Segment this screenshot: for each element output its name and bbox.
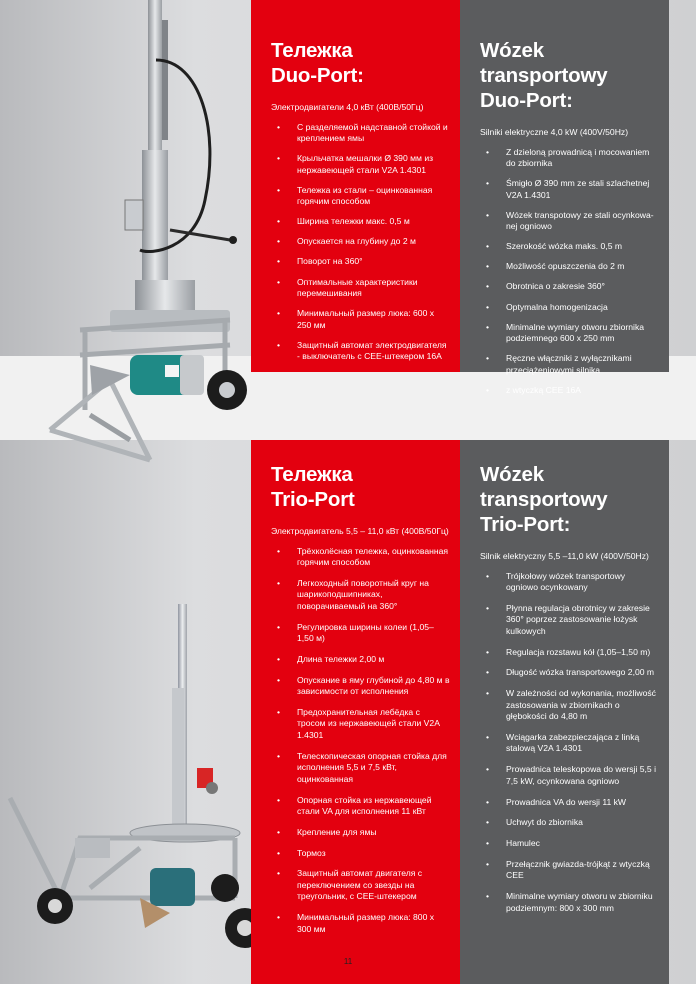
list-item: • W zależności od wykonania, możliwość zastosowania w zbiornikach o głębokości do 4,80 m: [480, 688, 659, 723]
list-item: • Трёхколёсная тележка, оцинкованная горячим способом: [271, 546, 450, 569]
list-item: • Защитный автомат двигателя с переключением со звезды на треугольник, с CEE-штекером: [271, 868, 450, 903]
list-item: • Długość wózka transportowego 2,00 m: [480, 667, 659, 679]
list-item: • Длина тележки 2,00 м: [271, 654, 450, 666]
duo-port-cart-image: [30, 0, 252, 470]
duo-port-pl-feature-list: [480, 147, 659, 397]
trio-port-cart-image: [0, 598, 252, 950]
trio-port-pl-title: Wózek transportowy Trio-Port:: [480, 463, 608, 536]
list-item: • С разделяемой надставной стойкой и креплением ямы: [271, 122, 450, 145]
list-item: • Ширина тележки макс. 0,5 м: [271, 216, 450, 228]
trio-port-pl-column: [460, 440, 669, 984]
list-item: • Крепление для ямы: [271, 827, 450, 839]
list-item: • Śmigło Ø 390 mm ze stali szlachetnej V2A 1.4301: [480, 178, 659, 201]
trio-port-ru-title: Тележка Trio-Port: [271, 463, 355, 511]
list-item: • Optymalna homogenizacja: [480, 302, 659, 314]
list-item: • Płynna regulacja obrotnicy w zakresie 360° poprzez zastosowanie łożysk kulkowych: [480, 603, 659, 638]
duo-port-pl-subtitle: Silniki elektryczne 4,0 kW (400V/50Hz): [480, 127, 629, 137]
list-item: • Телескопическая опорная стойка для исполнения 5,5 и 7,5 кВт, оцинкованная: [271, 751, 450, 786]
duo-port-ru-subtitle: Электродвигатели 4,0 кВт (400В/50Гц): [271, 102, 424, 112]
page-number: 11: [343, 957, 353, 966]
list-item: • Prowadnica teleskopowa do wersji 5,5 i 7,5 kW, ocynkowana ogniowo: [480, 764, 659, 787]
list-item: • Obrotnica o zakresie 360°: [480, 281, 659, 293]
list-item: • Тормоз: [271, 848, 450, 860]
list-item: • Тележка из стали – оцинкованная горячим способом: [271, 185, 450, 208]
list-item: • Prowadnica VA do wersji 11 kW: [480, 797, 659, 809]
trio-port-ru-column: [251, 440, 460, 984]
list-item: • Wózek transpotowy ze stali ocynkowanej ogniowo: [480, 210, 659, 233]
list-item: • Регулировка ширины колеи (1,05–1,50 м): [271, 622, 450, 645]
list-item: • Минимальный размер люка: 600 x 250 мм: [271, 308, 450, 331]
list-item: • Minimalne wymiary otworu w zbiorniku podziemnym: 800 x 300 mm: [480, 891, 659, 914]
duo-port-ru-title: Тележка Duo-Port:: [271, 39, 364, 87]
list-item: • Możliwość opuszczenia do 2 m: [480, 261, 659, 273]
list-item: • Минимальный размер люка: 800 x 300 мм: [271, 912, 450, 935]
list-item: • Защитный автомат электродвигателя - выключатель с CEE-штекером 16А: [271, 340, 450, 363]
list-item: • Оптимальные характеристики перемешивания: [271, 277, 450, 300]
list-item: • Опускается на глубину до 2 м: [271, 236, 450, 248]
list-item: • z wtyczką CEE 16A: [480, 385, 659, 397]
list-item: • Minimalne wymiary otworu zbiornika podziemnego 600 x 250 mm: [480, 322, 659, 345]
list-item: • Z dzieloną prowadnicą i mocowaniem do zbiornika: [480, 147, 659, 170]
duo-port-pl-title: Wózek transportowy Duo-Port:: [480, 39, 608, 112]
duo-port-ru-column: [251, 0, 460, 372]
list-item: • Wciągarka zabezpieczająca z linką stalową V2A 1.4301: [480, 732, 659, 755]
list-item: • Предохранительная лебёдка с тросом из нержавеющей стали V2A 1.4301: [271, 707, 450, 742]
list-item: • Regulacja rozstawu kół (1,05–1,50 m): [480, 647, 659, 659]
list-item: • Ręczne włączniki z wyłącznikami przeciążeniowymi silnika: [480, 353, 659, 376]
trio-port-ru-feature-list: [271, 546, 450, 936]
trio-port-pl-subtitle: Silnik elektryczny 5,5 –11,0 kW (400V/50Hz): [480, 551, 649, 561]
trio-port-pl-feature-list: [480, 571, 659, 915]
list-item: • Uchwyt do zbiornika: [480, 817, 659, 829]
list-item: • Trójkołowy wózek transportowy ogniowo ocynkowany: [480, 571, 659, 594]
list-item: • Опорная стойка из нержавеющей стали VA для исполнения 11 кВт: [271, 795, 450, 818]
list-item: • Hamulec: [480, 838, 659, 850]
list-item: • Przełącznik gwiazda-trójkąt z wtyczką CEE: [480, 859, 659, 882]
list-item: • Легкоходный поворотный круг на шарикоподшипниках, поворачиваемый на 360°: [271, 578, 450, 613]
list-item: • Поворот на 360°: [271, 256, 450, 268]
list-item: • Опускание в яму глубиной до 4,80 м в зависимости от исполнения: [271, 675, 450, 698]
duo-port-ru-feature-list: [271, 122, 450, 363]
trio-port-ru-subtitle: Электродвигатель 5,5 – 11,0 кВт (400В/50Гц): [271, 526, 449, 536]
list-item: • Крыльчатка мешалки Ø 390 мм из нержавеющей стали V2A 1.4301: [271, 153, 450, 176]
list-item: • Szerokość wózka maks. 0,5 m: [480, 241, 659, 253]
duo-port-pl-column: [460, 0, 669, 395]
